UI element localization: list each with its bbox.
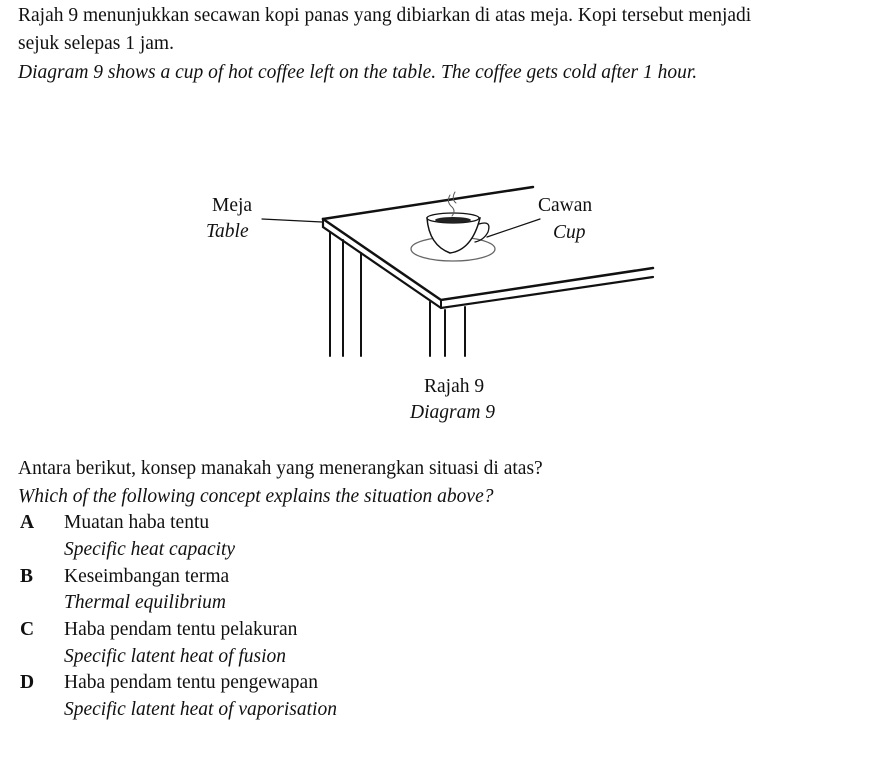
option-letter: D bbox=[20, 672, 35, 693]
question-ms: Antara berikut, konsep manakah yang menerangkan situasi di atas? bbox=[18, 458, 543, 479]
option-text-ms: Haba pendam tentu pengewapan bbox=[64, 672, 318, 693]
option-letter: C bbox=[20, 619, 35, 640]
label-table-ms: Meja bbox=[212, 195, 253, 216]
caption-en: Diagram 9 bbox=[410, 402, 496, 423]
option-text-en: Specific heat capacity bbox=[64, 539, 236, 560]
option-text-ms: Haba pendam tentu pelakuran bbox=[64, 619, 298, 640]
option-letter: B bbox=[20, 566, 34, 587]
table-back-edge bbox=[323, 187, 533, 219]
table-bottom-edge bbox=[323, 223, 653, 308]
label-cup-ms: Cawan bbox=[538, 195, 593, 216]
label-table-en: Table bbox=[206, 221, 249, 242]
stem-line2-ms: sejuk selepas 1 jam. bbox=[18, 33, 174, 54]
option-text-en: Specific latent heat of fusion bbox=[64, 646, 287, 667]
stem-line-en: Diagram 9 shows a cup of hot coffee left on the table. The coffee gets cold after 1 hour. bbox=[18, 62, 698, 83]
option-text-en: Specific latent heat of vaporisation bbox=[64, 699, 337, 720]
cup-leader-line bbox=[487, 219, 540, 237]
question-en: Which of the following concept explains the situation above? bbox=[18, 486, 494, 507]
label-cup-en: Cup bbox=[553, 222, 586, 243]
table-leader-line bbox=[262, 219, 322, 222]
stem-line1-ms: Rajah 9 menunjukkan secawan kopi panas yang dibiarkan di atas meja. Kopi tersebut menjadi bbox=[18, 5, 752, 26]
option-letter: A bbox=[20, 512, 35, 533]
option-text-ms: Muatan haba tentu bbox=[64, 512, 210, 533]
option-text-en: Thermal equilibrium bbox=[64, 592, 226, 613]
caption-ms: Rajah 9 bbox=[424, 376, 485, 397]
option-text-ms: Keseimbangan terma bbox=[64, 566, 230, 587]
